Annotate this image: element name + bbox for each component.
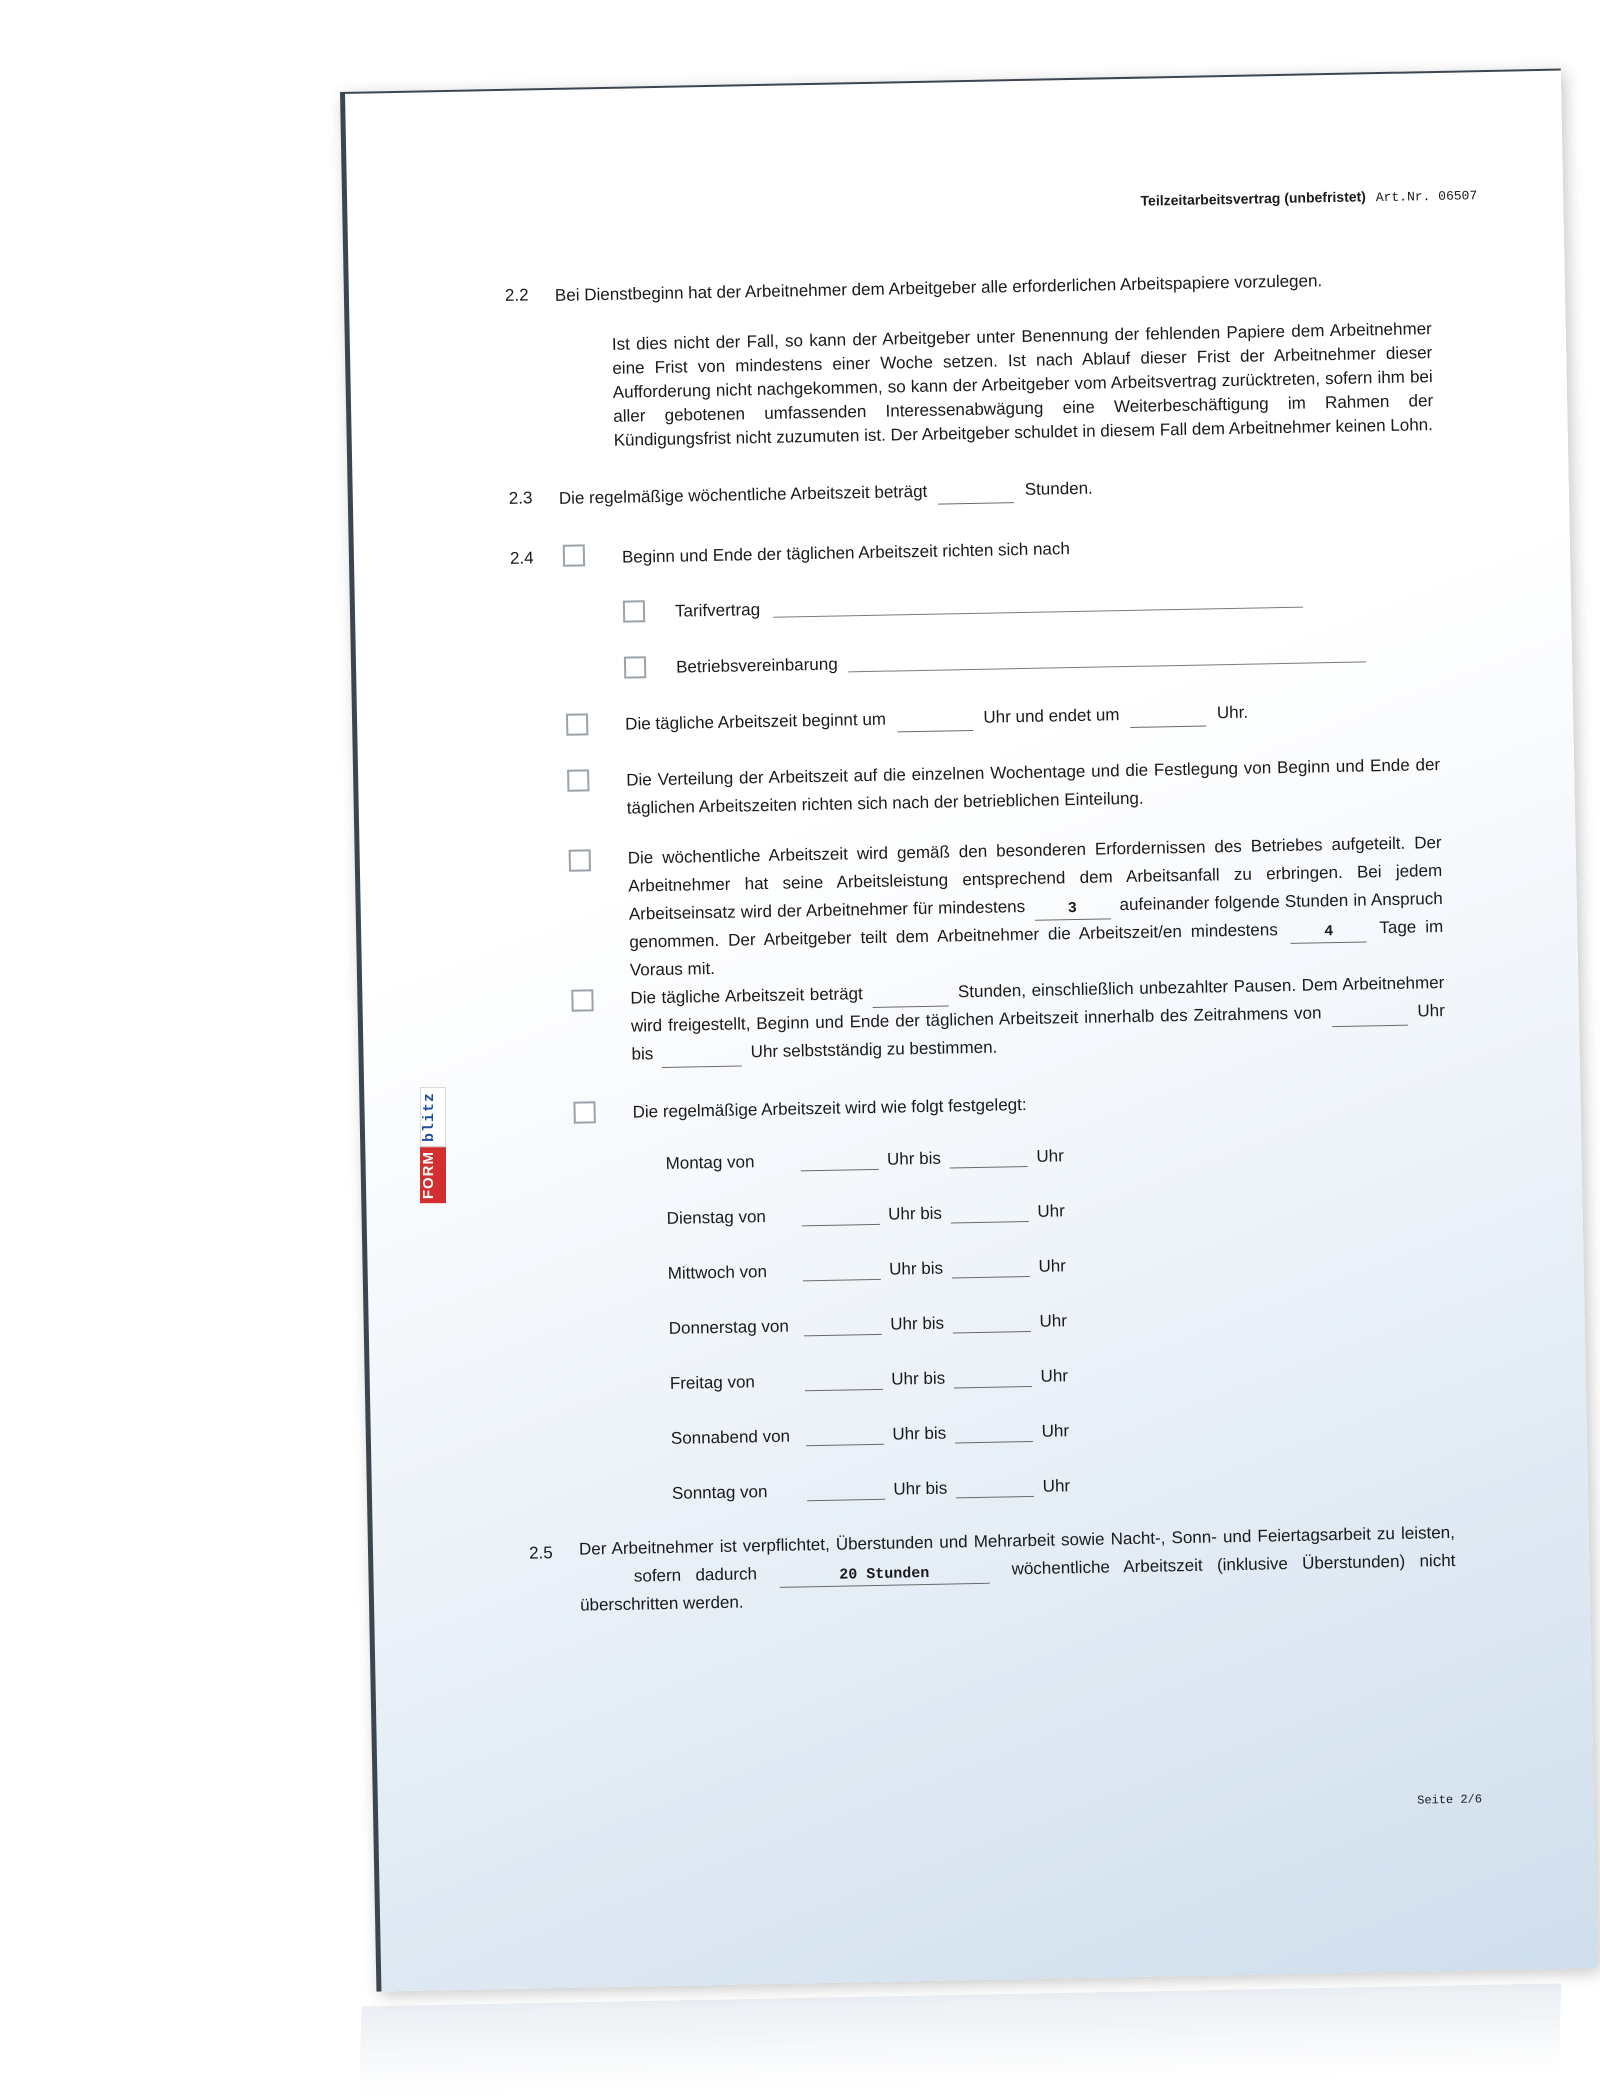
section-2-2-text: Bei Dienstbeginn hat der Arbeitnehmer dem Arbeitgeber alle erforderlichen Arbeitspapiere vorzulegen. (554, 271, 1323, 305)
day-end-label: Uhr (1042, 1476, 1071, 1496)
schedule-row-wednesday (668, 1256, 1067, 1284)
article-number: Art.Nr. 06507 (1375, 188, 1478, 206)
schedule-row-friday (670, 1366, 1069, 1394)
day-to-field[interactable] (951, 1203, 1029, 1223)
day-end-label: Uhr (1038, 1256, 1067, 1276)
section-number-2-2: 2.2 (504, 285, 529, 305)
option-intro-text: Beginn und Ende der täglichen Arbeitszeit richten sich nach (621, 539, 1071, 567)
abruf-text-1: Die wöchentliche Arbeitszeit wird gemäß den besonderen Erfordernissen des Betriebes aufgeteilt. Der Arbeitnehmer hat seine Arbeitsleistung entsprechend dem Arbeitsanfall zu erbringen. Bei jedem Arbeitseinsatz wird der Arbeitnehmer für mindestens (627, 832, 1443, 924)
gleitzeit-text (630, 969, 1445, 1069)
day-mid-label: Uhr bis (887, 1203, 943, 1224)
overtime-limit-field[interactable]: 20 Stunden (779, 1565, 989, 1588)
day-mid-label: Uhr bis (893, 1478, 948, 1499)
logo-blitz: blitz (420, 1087, 446, 1147)
page-number: Seite 2/6 (1417, 1792, 1483, 1808)
section-number-2-3: 2.3 (508, 488, 533, 508)
day-end-label: Uhr (1039, 1311, 1068, 1331)
section-2-5-text-1: Der Arbeitnehmer ist verpflichtet, Überstunden und Mehrarbeit sowie Nacht-, Sonn- und Feiertagsarbeit zu leisten, (578, 1522, 1456, 1559)
gleitzeit-text-1: Die tägliche Arbeitszeit beträgt (630, 984, 863, 1008)
day-to-field[interactable] (949, 1148, 1027, 1168)
schedule-row-thursday (669, 1311, 1068, 1339)
end-label: Uhr und endet um (983, 705, 1120, 727)
gleitzeit-text-2: Stunden, einschließlich unbezahlter Pausen. Dem Arbeitnehmer wird freigestellt, Beginn und Ende der täglichen Arbeitszeit innerhalb des Zeitrahmens von (630, 972, 1445, 1036)
day-label: Mittwoch von (667, 1262, 768, 1283)
document-page (340, 69, 1597, 1992)
day-mid-label: Uhr bis (886, 1148, 942, 1169)
day-end-label: Uhr (1036, 1146, 1064, 1166)
gleitzeit-checkbox[interactable] (571, 989, 593, 1011)
betriebsvereinbarung-checkbox[interactable] (624, 656, 646, 678)
day-mid-label: Uhr bis (891, 1368, 946, 1389)
begin-end-line (625, 699, 1248, 738)
schedule-row-sunday (672, 1476, 1071, 1504)
day-from-field[interactable] (807, 1481, 885, 1501)
day-label: Sonntag von (671, 1482, 768, 1503)
section-2-3-line (559, 475, 1093, 512)
day-label: Freitag von (669, 1372, 756, 1393)
betriebsvereinbarung-field[interactable] (848, 660, 1366, 672)
day-mid-label: Uhr bis (892, 1423, 947, 1444)
abruf-min-hours-field[interactable]: 3 (1034, 900, 1110, 920)
gleitzeit-text-4: Uhr selbstständig zu bestimmen. (750, 1037, 998, 1062)
weekly-hours-field[interactable] (938, 484, 1014, 504)
gleitzeit-text-3: Uhr bis (631, 1000, 1446, 1064)
abruf-text (628, 829, 1445, 985)
begin-time-field[interactable] (897, 712, 973, 732)
regelarbeitszeit-checkbox[interactable] (573, 1101, 595, 1123)
document-title: Teilzeitarbeitsvertrag (unbefristet) (1140, 188, 1367, 209)
day-to-field[interactable] (955, 1423, 1033, 1443)
weekly-hours-label: Die regelmäßige wöchentliche Arbeitszeit beträgt (558, 481, 928, 508)
begin-label: Die tägliche Arbeitszeit beginnt um (625, 709, 887, 734)
section-2-5-text-3: wöchentliche Arbeitszeit (inklusive Überstunden) nicht überschritten werden. (579, 1550, 1456, 1615)
page-reflection (359, 1983, 1562, 2096)
end-time-field[interactable] (1130, 707, 1206, 727)
day-to-field[interactable] (956, 1478, 1034, 1498)
weekly-hours-unit: Stunden. (1024, 478, 1093, 499)
day-mid-label: Uhr bis (888, 1258, 944, 1279)
abruf-checkbox[interactable] (569, 849, 591, 871)
day-to-field[interactable] (952, 1258, 1030, 1278)
schedule-row-tuesday (667, 1201, 1066, 1229)
tarifvertrag-checkbox[interactable] (623, 600, 645, 622)
abruf-text-2: aufeinander folgende Stunden in Anspruch genommen. Der Arbeitgeber teilt dem Arbeitnehmer die Arbeitszeit/en mindestens (629, 888, 1443, 952)
gleitzeit-to-field[interactable] (662, 1047, 742, 1068)
section-2-2-paragraph: Ist dies nicht der Fall, so kann der Arbeitgeber unter Benennung der fehlenden Papiere dem Arbeitnehmer eine Frist von mindestens einer Woche setzen. Ist nach Ablauf dieser Frist der Arbeitnehmer dieser Aufforderung nicht nachgekommen, so kann der Arbeitgeber vom Arbeitsvertrag zurücktreten, sofern ihm bei aller gebotenen umfassenden Interessenabwägung eine Weiterbeschäftigung im Rahmen der Kündigungsfrist nicht zuzumuten ist. Der Arbeitgeber schuldet in diesem Fall dem Arbeitnehmer keinen Lohn. (611, 319, 1434, 450)
abruf-text-3: Tage im Voraus mit. (629, 916, 1444, 980)
betriebsvereinbarung-label: Betriebsvereinbarung (675, 654, 838, 677)
tarifvertrag-field[interactable] (773, 606, 1303, 618)
day-from-field[interactable] (800, 1151, 878, 1171)
section-2-5-text (579, 1519, 1456, 1620)
logo-form: FORM (420, 1147, 446, 1203)
day-mid-label: Uhr bis (890, 1313, 945, 1334)
abruf-days-field[interactable]: 4 (1291, 923, 1367, 943)
day-label: Dienstag von (666, 1207, 767, 1228)
option-intro-checkbox[interactable] (563, 544, 585, 566)
section-2-5-text-2: sofern dadurch (633, 1564, 758, 1586)
day-from-field[interactable] (805, 1426, 883, 1446)
day-label: Donnerstag von (668, 1316, 789, 1338)
section-number-2-4: 2.4 (509, 548, 534, 568)
section-number-2-5: 2.5 (528, 1543, 553, 1563)
page-header (1140, 186, 1477, 209)
tarifvertrag-label: Tarifvertrag (674, 600, 761, 621)
verteilung-checkbox[interactable] (567, 769, 589, 791)
formblitz-logo (420, 1055, 446, 1203)
day-end-label: Uhr (1041, 1421, 1070, 1441)
verteilung-text: Die Verteilung der Arbeitszeit auf die einzelnen Wochentage und die Festlegung von Beginn und Ende der täglichen Arbeitszeiten richten sich nach der betrieblichen Einteilung. (626, 755, 1441, 818)
day-from-field[interactable] (803, 1316, 881, 1336)
day-to-field[interactable] (953, 1313, 1031, 1333)
day-label: Montag von (665, 1152, 755, 1173)
day-from-field[interactable] (802, 1261, 880, 1281)
gleitzeit-from-field[interactable] (1331, 1007, 1407, 1027)
gleitzeit-hours-field[interactable] (872, 987, 948, 1007)
day-from-field[interactable] (801, 1206, 879, 1226)
day-end-label: Uhr (1040, 1366, 1069, 1386)
day-label: Sonnabend von (670, 1426, 791, 1448)
day-from-field[interactable] (804, 1371, 882, 1391)
day-end-label: Uhr (1037, 1201, 1065, 1221)
regelarbeitszeit-text: Die regelmäßige Arbeitszeit wird wie folgt festgelegt: (632, 1095, 1027, 1122)
day-to-field[interactable] (954, 1368, 1032, 1388)
end-unit: Uhr. (1216, 702, 1249, 723)
begin-end-checkbox[interactable] (566, 713, 588, 735)
schedule-row-monday (665, 1146, 1064, 1174)
schedule-row-saturday (671, 1421, 1070, 1449)
